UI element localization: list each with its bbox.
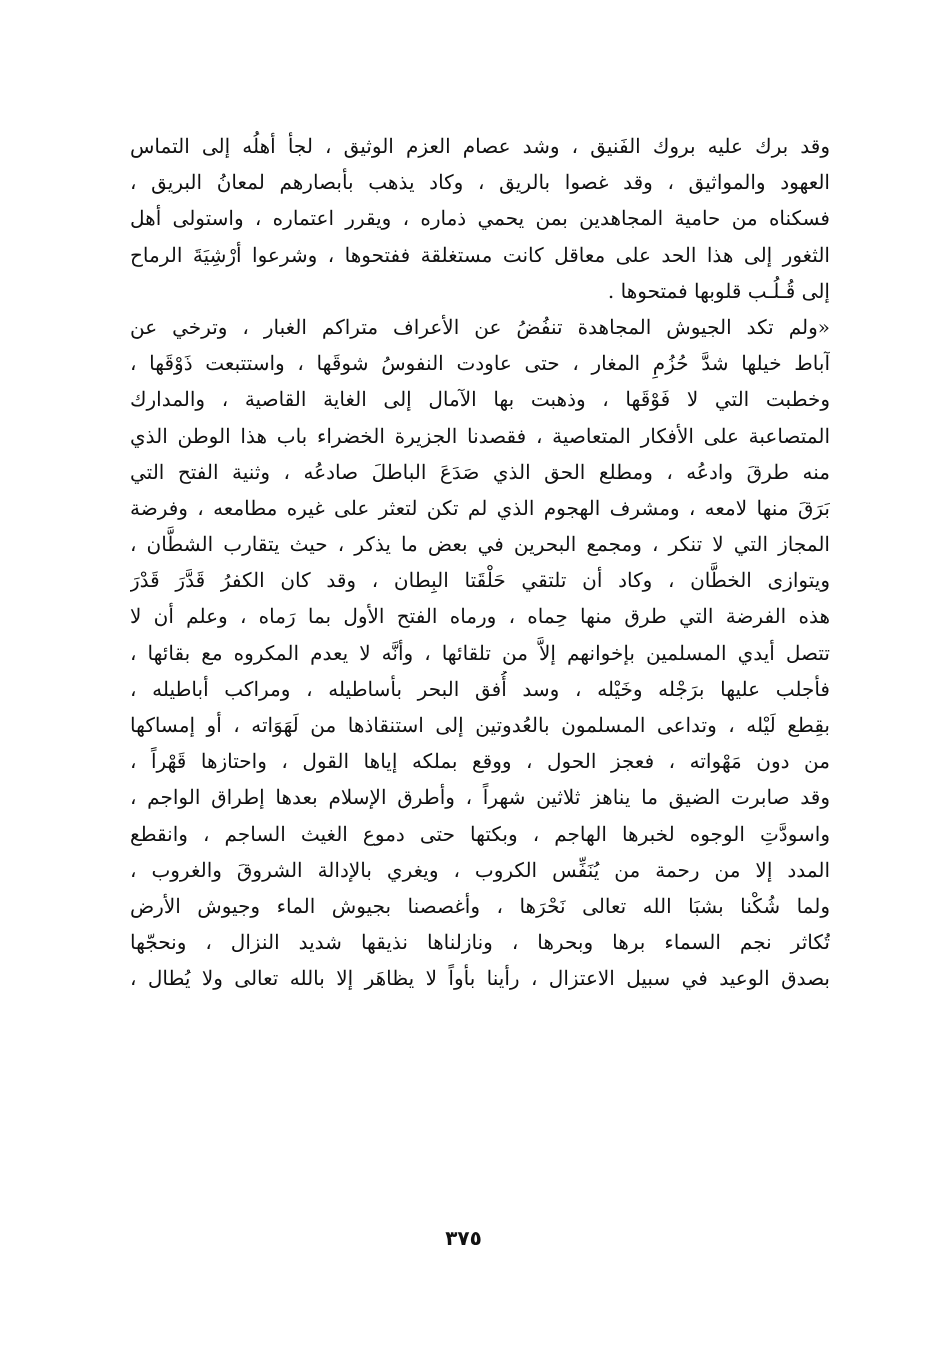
text-line: وقد برك عليه بروك الفَنيق ، وشد عصام العزم الوثيق ، لجأ أهلُه إلى التماس — [130, 134, 830, 158]
text-line: الثغور إلى هذا الحد على معاقل كانت مستغلقة ففتحوها ، وشرعوا أرْشِيَةَ الرماح — [130, 242, 830, 267]
text-line: فأجلب عليها برَجْله وخَيْله ، وسد أُفق البحر بأساطيله ، ومراكب أباطيله ، — [130, 676, 830, 701]
paragraph-2 — [130, 309, 830, 997]
text-line: العهود والمواثيق ، وقد غصوا بالريق ، وكاد يذهب بأبصارهم لمعانُ البريق ، — [130, 170, 830, 195]
text-line: بَرَقَ منها لامعه ، ومشرف الهجوم الذي لم تكن لتعثر على غيره مطامعه ، وفرضة — [130, 495, 830, 520]
text-line: المدد إلا من رحمة من يُنَفِّس الكروب ، ويغري بالإدالة الشروقَ والغروب ، — [130, 857, 830, 882]
text-line: هذه الفرضة التي طرق منها حِماه ، ورماه الفتح الأول بما رَماه ، وعلم أن لا — [130, 604, 830, 629]
text-line: تتصل أيدي المسلمين بإخوانهم إلاَّ من تلقائها ، وأنَّه لا يعدم المكروه مع بقائها ، — [130, 640, 830, 665]
text-line: المجاز التي لا تنكر ، ومجمع البحرين في بعض ما يذكر ، حيث يتقارب الشطَّان ، — [130, 532, 830, 557]
paragraph-1 — [130, 128, 830, 309]
text-line: بقِطع لَيْله ، وتداعى المسلمون بالعُدوتين إلى استنقاذها من لَهَوَاته ، أو إمساكها — [130, 713, 830, 737]
text-line: وخطبت التي لا فَوْقَها ، وذهبت بها الآمال إلى الغاية القاصية ، والمدارك — [130, 387, 830, 412]
text-line: تُكاثر نجم السماء برها وبحرها ، ونازلناها نذيقها شديد النزال ، ونحجّها — [130, 930, 830, 955]
text-line: بصدق الوعيد في سبيل الاعتزال ، رأينا بأواً لا يظاهَر إلا بالله تعالى ولا يُطال ، — [130, 966, 830, 991]
text-line: ولما شُكْنا بشبَا الله تعالى نَحْرَها ، وأغصصنا بجيوش الماء وجيوش الأرض — [130, 893, 830, 918]
text-line: وقد صابرت الضيق ما يناهز ثلاثين شهراً ، وأطرق الإسلام بعدها إطراق الواجم ، — [130, 785, 830, 810]
body-text — [130, 128, 830, 997]
text-line: «ولم تكد الجيوش المجاهدة تنفُضُ عن الأعراف متراكم الغبار ، وترخي عن — [130, 314, 830, 339]
text-line: فسكناه من حامية المجاهدين بمن يحمي ذماره ، ويقرر اعتماره ، واستولى أهل — [130, 206, 830, 231]
text-line: ويتوازى الخطَّان ، وكاد أن تلتقي حَلْقَتا البِطان ، وقد كان الكفرُ قَدَّرَ قَدْرَ — [130, 568, 830, 593]
text-line: المتصاعبة على الأفكار المتعاصية ، فقصدنا الجزيرة الخضراء باب هذا الوطن الذي — [130, 423, 830, 448]
page-number: ٣٧٥ — [445, 1226, 482, 1250]
text-line: من دون مَهْواته ، فعجز الحول ، ووقع بملكه إياها القول ، واحتازها قَهْراً ، — [130, 749, 830, 774]
text-line: منه طرقَ وادعُه ، ومطلع الحق الذي صَدَعَ الباطلَ صادعُه ، وثنية الفتح التي — [130, 459, 830, 484]
text-line: واسودَّتِ الوجوه لخبرها الهاجم ، وبكتها حتى دموع الغيث الساجم ، وانقطع — [130, 821, 830, 846]
text-line: آباط خيلها شدَّ حُزُمِ المغار ، حتى عاودت النفوسُ شوقَها ، واستتبعت ذَوْقَها ، — [130, 351, 830, 376]
text-line: إلى قُـلُـب قلوبها فمتحوها . — [607, 278, 830, 303]
